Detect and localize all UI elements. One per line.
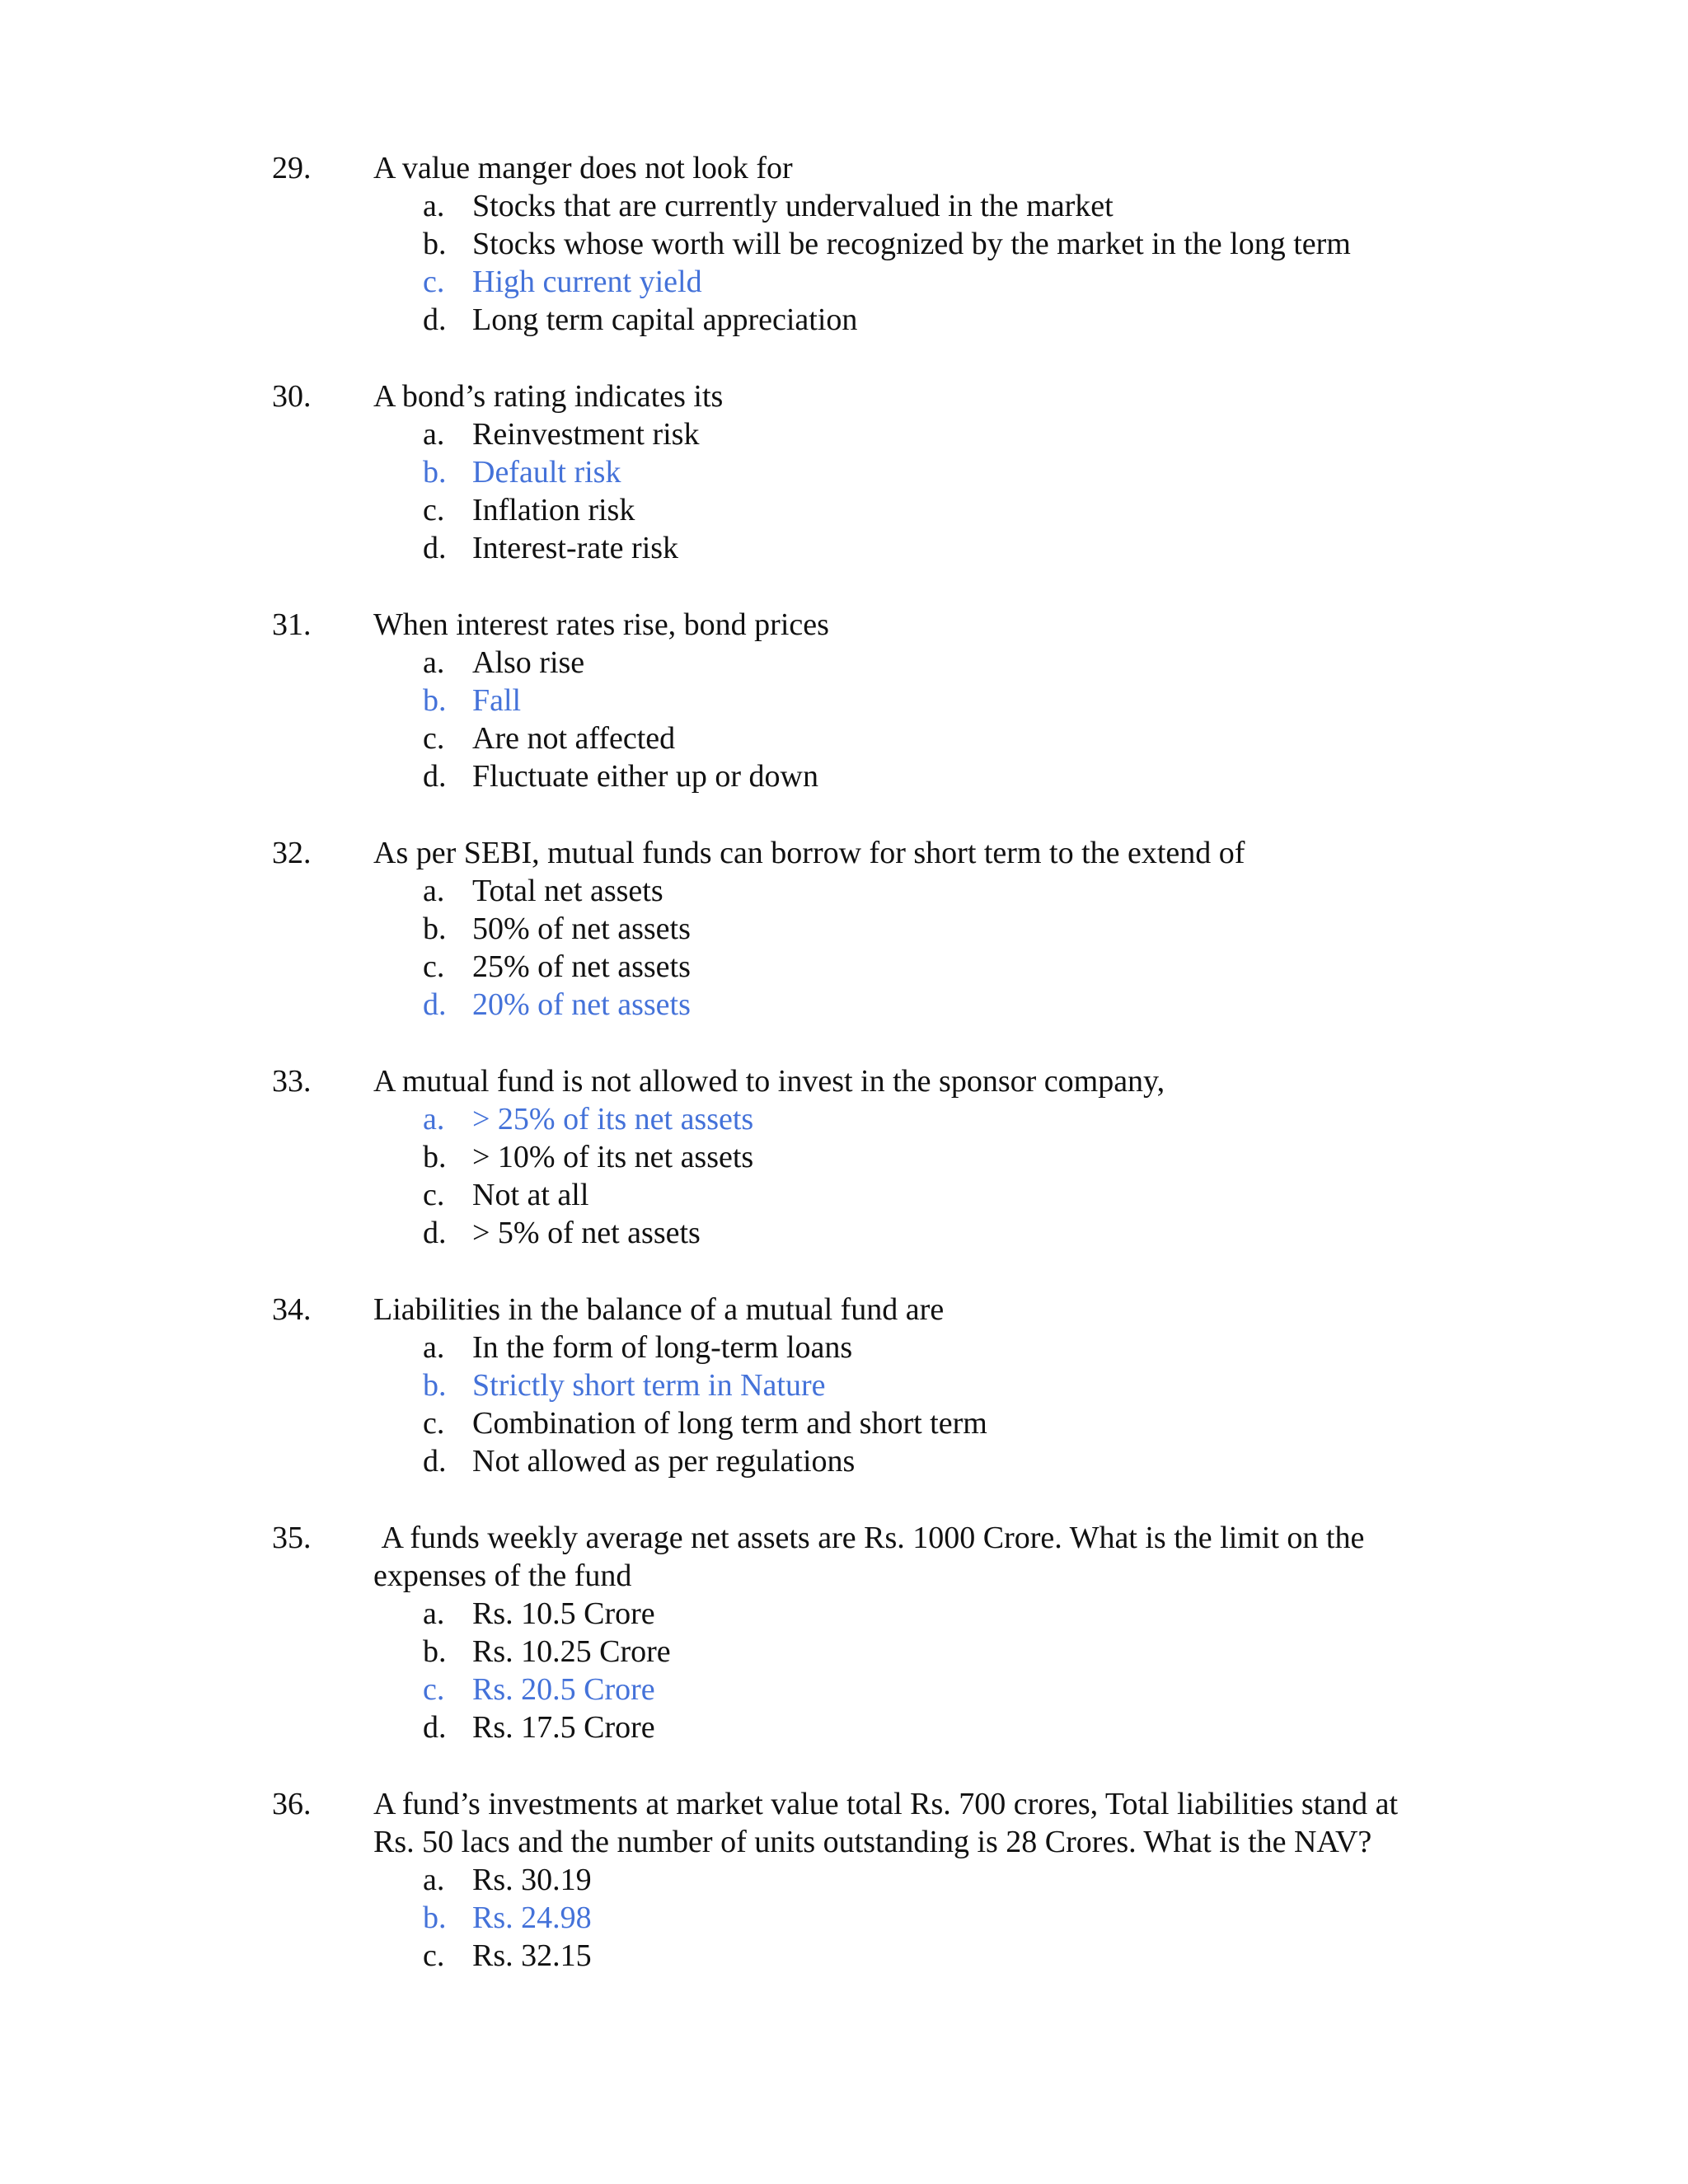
option-d — [272, 529, 1442, 567]
option-letter: a. — [423, 1330, 445, 1365]
question-text: As per SEBI, mutual funds can borrow for short term to the extend of — [373, 836, 1245, 870]
option-text: Not allowed as per regulations — [472, 1444, 856, 1479]
option-text: High current yield — [472, 265, 702, 299]
question-number: 36. — [272, 1787, 312, 1821]
question-stem — [272, 377, 1442, 415]
question-number: 32. — [272, 836, 312, 870]
option-letter: a. — [423, 189, 445, 223]
option-text: Rs. 20.5 Crore — [472, 1672, 655, 1707]
option-a — [272, 1329, 1442, 1366]
option-b-correct-answer — [272, 1366, 1442, 1404]
option-letter: b. — [423, 912, 447, 946]
option-d — [272, 1214, 1442, 1252]
option-letter: a. — [423, 874, 445, 908]
option-text: Rs. 24.98 — [472, 1900, 592, 1935]
question-text: A fund’s investments at market value total Rs. 700 crores, Total liabilities stand at Rs. 50 lacs and the number of units outstanding is 28 Crores. What is the NAV? — [373, 1787, 1399, 1859]
option-d — [272, 301, 1442, 339]
option-text: Default risk — [472, 455, 621, 490]
option-c — [272, 491, 1442, 529]
option-letter: c. — [423, 949, 445, 984]
option-letter: c. — [423, 493, 445, 527]
option-text: Stocks whose worth will be recognized by the market in the long term — [472, 227, 1351, 261]
option-list — [272, 187, 1442, 339]
option-a — [272, 415, 1442, 453]
option-b — [272, 1633, 1442, 1671]
option-letter: b. — [423, 1900, 447, 1935]
option-text: Fall — [472, 683, 522, 718]
option-letter: d. — [423, 531, 447, 565]
option-d — [272, 757, 1442, 795]
option-b-correct-answer — [272, 682, 1442, 719]
option-list — [272, 1329, 1442, 1480]
question-text: A value manger does not look for — [373, 151, 793, 185]
option-text: Reinvestment risk — [472, 417, 700, 452]
option-text: Not at all — [472, 1178, 589, 1212]
option-c — [272, 948, 1442, 986]
option-c — [272, 1176, 1442, 1214]
option-a — [272, 644, 1442, 682]
question-text: When interest rates rise, bond prices — [373, 607, 829, 642]
option-d — [272, 1708, 1442, 1746]
option-letter: a. — [423, 1863, 445, 1897]
option-letter: b. — [423, 455, 447, 490]
option-text: Rs. 30.19 — [472, 1863, 592, 1897]
option-text: 20% of net assets — [472, 987, 691, 1022]
option-list — [272, 1861, 1442, 1975]
option-text: Rs. 10.25 Crore — [472, 1634, 671, 1669]
question-stem — [272, 1291, 1442, 1329]
option-text: Combination of long term and short term — [472, 1406, 987, 1441]
option-c-correct-answer — [272, 1671, 1442, 1708]
question-stem — [272, 606, 1442, 644]
option-b-correct-answer — [272, 1899, 1442, 1937]
question-31 — [272, 606, 1442, 795]
question-33 — [272, 1062, 1442, 1252]
option-text: Inflation risk — [472, 493, 635, 527]
option-text: Rs. 10.5 Crore — [472, 1596, 655, 1631]
option-list — [272, 1100, 1442, 1252]
option-list — [272, 1595, 1442, 1746]
question-text: Liabilities in the balance of a mutual fund are — [373, 1292, 945, 1327]
option-d — [272, 1442, 1442, 1480]
option-letter: d. — [423, 987, 447, 1022]
option-text: > 10% of its net assets — [472, 1140, 754, 1174]
option-a-correct-answer — [272, 1100, 1442, 1138]
option-text: 25% of net assets — [472, 949, 691, 984]
option-a — [272, 1861, 1442, 1899]
option-letter: c. — [423, 1178, 445, 1212]
option-c — [272, 719, 1442, 757]
option-text: > 5% of net assets — [472, 1216, 701, 1250]
option-letter: c. — [423, 1672, 445, 1707]
question-number: 35. — [272, 1521, 312, 1555]
question-stem — [272, 1785, 1442, 1861]
option-b-correct-answer — [272, 453, 1442, 491]
question-30 — [272, 377, 1442, 567]
question-number: 31. — [272, 607, 312, 642]
option-b — [272, 910, 1442, 948]
option-text: In the form of long-term loans — [472, 1330, 853, 1365]
option-text: Rs. 32.15 — [472, 1938, 592, 1973]
option-letter: d. — [423, 1710, 447, 1745]
option-list — [272, 415, 1442, 567]
option-letter: d. — [423, 1216, 447, 1250]
option-text: Rs. 17.5 Crore — [472, 1710, 655, 1745]
option-letter: d. — [423, 1444, 447, 1479]
question-stem — [272, 149, 1442, 187]
question-34 — [272, 1291, 1442, 1480]
option-letter: b. — [423, 1634, 447, 1669]
option-letter: b. — [423, 683, 447, 718]
option-text: > 25% of its net assets — [472, 1102, 754, 1137]
option-c-correct-answer — [272, 263, 1442, 301]
option-letter: b. — [423, 227, 447, 261]
option-b — [272, 225, 1442, 263]
option-text: Interest-rate risk — [472, 531, 679, 565]
question-number: 29. — [272, 151, 312, 185]
option-letter: b. — [423, 1140, 447, 1174]
option-text: Also rise — [472, 645, 585, 680]
option-list — [272, 872, 1442, 1024]
option-text: Are not affected — [472, 721, 676, 756]
question-text: A bond’s rating indicates its — [373, 379, 724, 414]
option-a — [272, 872, 1442, 910]
option-text: Total net assets — [472, 874, 663, 908]
question-35 — [272, 1519, 1442, 1746]
question-29 — [272, 149, 1442, 339]
option-b — [272, 1138, 1442, 1176]
option-letter: a. — [423, 645, 445, 680]
option-a — [272, 187, 1442, 225]
option-letter: c. — [423, 1938, 445, 1973]
question-stem — [272, 1519, 1442, 1595]
option-text: 50% of net assets — [472, 912, 691, 946]
option-letter: d. — [423, 302, 447, 337]
option-text: Long term capital appreciation — [472, 302, 858, 337]
option-letter: a. — [423, 1102, 445, 1137]
question-number: 34. — [272, 1292, 312, 1327]
question-36 — [272, 1785, 1442, 1975]
option-letter: a. — [423, 417, 445, 452]
question-32 — [272, 834, 1442, 1024]
question-number: 33. — [272, 1064, 312, 1099]
option-letter: b. — [423, 1368, 447, 1403]
question-stem — [272, 1062, 1442, 1100]
option-text: Stocks that are currently undervalued in the market — [472, 189, 1114, 223]
option-letter: c. — [423, 721, 445, 756]
question-text: A mutual fund is not allowed to invest in the sponsor company, — [373, 1064, 1165, 1099]
question-stem — [272, 834, 1442, 872]
option-letter: c. — [423, 265, 445, 299]
option-letter: a. — [423, 1596, 445, 1631]
question-text: A funds weekly average net assets are Rs. 1000 Crore. What is the limit on the expenses of the fund — [373, 1521, 1372, 1593]
option-a — [272, 1595, 1442, 1633]
option-list — [272, 644, 1442, 795]
option-d-correct-answer — [272, 986, 1442, 1024]
option-letter: d. — [423, 759, 447, 794]
option-text: Fluctuate either up or down — [472, 759, 819, 794]
option-c — [272, 1937, 1442, 1975]
question-number: 30. — [272, 379, 312, 414]
option-c — [272, 1404, 1442, 1442]
option-text: Strictly short term in Nature — [472, 1368, 826, 1403]
option-letter: c. — [423, 1406, 445, 1441]
